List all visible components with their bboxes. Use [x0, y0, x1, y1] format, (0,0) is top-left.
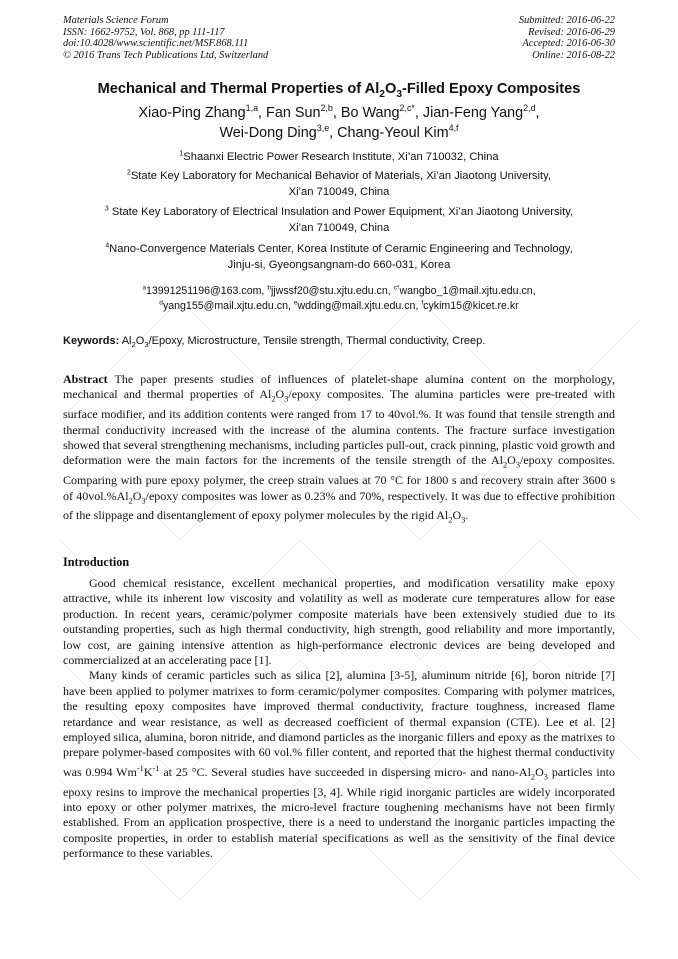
email-list — [55, 284, 623, 314]
affiliation-mark: 1 — [179, 150, 184, 158]
abstract-label: Abstract — [63, 372, 108, 386]
email-mark: e — [293, 299, 298, 307]
affiliation-3 — [55, 205, 623, 236]
affiliation-text: State Key Laboratory for Mechanical Behavior of Materials, Xi’an Jiaotong University, — [130, 170, 551, 182]
author-affiliation-mark: 2,c* — [399, 103, 415, 114]
author-name: Jian-Feng Yang — [422, 105, 524, 121]
journal-name: Materials Science Forum — [63, 15, 169, 26]
accepted-date: Accepted: 2016-06-30 — [522, 38, 615, 50]
email-mark: c* — [393, 284, 400, 292]
journal-info — [63, 15, 268, 61]
author-name: Wei-Dong Ding — [219, 125, 317, 141]
author-name: Bo Wang — [340, 105, 400, 121]
email-address: jjwssf20@stu.xjtu.edu.cn, — [270, 285, 391, 297]
paper-title — [40, 80, 638, 104]
issn-line: ISSN: 1662-9752, Vol. 868, pp 111-117 — [63, 26, 225, 38]
affiliation-text: State Key Laboratory of Electrical Insulation and Power Equipment, Xi’an Jiaotong University, — [108, 206, 574, 218]
submitted-date: Submitted: 2016-06-22 — [518, 15, 615, 26]
affiliation-mark: 4 — [105, 242, 110, 250]
keywords-line — [63, 334, 615, 352]
affiliation-mark: 2 — [126, 169, 131, 177]
author-list: Xiao-Ping Zhang$^{1,a}$, Fan Sun$^{2,b}$, Bo Wang$^{2,c*}$, Jian-Feng Yang$^{2,d}$, Wei-Dong Ding$^{3,e}$, Chang-Yeoul Kim$^{4,f}$ — [138, 103, 540, 141]
introduction-paragraph-2: Many kinds of ceramic particles such as silica [2], alumina [3-5], aluminum nitride [6], boron nitride [7] have been applied to polymer matrixes to form ceramic/polymer composites. Comparing with polymer matrices, the resulting epoxy composites have improved thermal conductivity, fracture toughness, increased flame retardance and wear resistance, as well as decreased coefficient of thermal expansion (CTE). Lee et al. [2] employed silica, alumina, boron nitride, and diamond particles as the inorganic fillers and epoxy as the matrixes to prepare polymer-based composites with 60 vol.% filler content, and reported that the highest thermal conductivity was 0.994 $Wm^{-1}K^{-1}$ at 25 °C. Several studies have succeeded in dispersing micro- and nano-$Al_2O_3$ particles into epoxy resins to improve the mechanical properties [3, 4]. While rigid inorganic particles are widely incorporated into epoxy or other polymer matrixes, the micro-level fracture toughening mechanisms have not been firmly established. From an application prospective, there is a need to understand the inorganic particles impacting the composite properties, in order to establish material specifications as well as the sensitivity of the final device performance to these variables. — [63, 668, 615, 861]
affiliation-text: Jinju-si, Gyeongsangnam-do 660-031, Korea — [227, 258, 451, 271]
email-address: yang155@mail.xjtu.edu.cn, — [162, 300, 291, 312]
affiliation-text: Xi’an 710049, China — [288, 221, 390, 234]
author-affiliation-mark: 4,f — [448, 123, 459, 134]
keywords-text: $Al_2O_3$/Epoxy, Microstructure, Tensile strength, Thermal conductivity, Creep. — [121, 335, 486, 350]
introduction-heading: Introduction — [63, 555, 130, 569]
author-name: Fan Sun — [266, 105, 321, 121]
keywords-label: Keywords: — [63, 335, 120, 347]
title-subscript: 3 — [396, 88, 402, 100]
email-address: wangbo_1@mail.xjtu.edu.cn, — [399, 285, 536, 297]
online-date: Online: 2016-08-22 — [532, 49, 615, 61]
affiliation-text: Shaanxi Electric Power Research Institute, Xi’an 710032, China — [183, 151, 499, 163]
copyright-line: © 2016 Trans Tech Publications Ltd, Switzerland — [63, 49, 269, 61]
email-mark: b — [267, 284, 271, 292]
email-mark: f — [421, 299, 424, 307]
author-affiliation-mark: 1,a — [245, 103, 259, 114]
title-part: -Filled Epoxy Composites — [402, 81, 581, 97]
publication-dates — [519, 15, 615, 61]
affiliation-1 — [55, 150, 623, 166]
author-affiliation-mark: 2,d — [523, 103, 536, 114]
abstract-text: The paper presents studies of influences of platelet-shape alumina content on the morphology, mechanical and thermal properties of $Al_2O_3$/epoxy composites. The alumina particles were pre-treated with surface modifier, and its addition contents were ranged from 17 to 40vol.%. It was found that tensile strength and thermal conductivity increased with the increase of the alumina contents. The fracture surface investigation showed that several strengthening mechanisms, including particles pull-out, crack pinning, plastic void growth and deformation were the main factors for the increments of the tensile strength of the $Al_2O_3$/epoxy composites. Comparing with pure epoxy polymer, the creep strain values at 70 °C for 1800 s and recovery strain after 3600 s of $40vol.\%Al_2O_3$/epoxy composites was lower as 0.23% and 70%, respectively. It was due to effective prohibition of the slippage and disentanglement of epoxy polymer molecules by the rigid $Al_2O_3$. — [63, 372, 615, 525]
affiliation-text: Nano-Convergence Materials Center, Korea Institute of Ceramic Engineering and Technology, — [109, 243, 573, 255]
author-name: Xiao-Ping Zhang — [138, 105, 246, 121]
author-affiliation-mark: 2,b — [320, 103, 333, 114]
title-part: O — [384, 81, 397, 97]
abstract — [63, 372, 615, 528]
email-address: 13991251196@163.com, — [146, 285, 265, 297]
affiliation-4 — [55, 242, 623, 273]
affiliation-mark: 3 — [104, 205, 109, 213]
title-part: Mechanical and Thermal Properties of Al — [97, 81, 380, 97]
email-mark: d — [159, 299, 163, 307]
email-address: cykim15@kicet.re.kr — [423, 300, 519, 312]
author-affiliation-mark: 3,e — [316, 123, 330, 134]
affiliation-2 — [55, 169, 623, 200]
revised-date: Revised: 2016-06-29 — [528, 26, 615, 38]
introduction-paragraph-1: Good chemical resistance, excellent mechanical properties, and modification versatility make epoxy attractive, while its inherent low viscosity and volatility as well as moderate cure temperatures allow for ease production. In recent years, ceramic/polymer composite materials have been extensively studied due to its outstanding properties, such as high thermal conductivity, high strength, good reliability and more importantly, low cost, are gaining intensive attention as high-performance electronic devices are being developed and commercialized at an accelerating pace [1]. — [63, 576, 615, 668]
email-address: wdding@mail.xjtu.edu.cn, — [297, 300, 419, 312]
introduction-body — [63, 576, 615, 862]
title-subscript: 2 — [379, 88, 385, 100]
doi-line: doi:10.4028/www.scientific.net/MSF.868.111 — [63, 38, 249, 50]
author-name: Chang-Yeoul Kim — [337, 125, 449, 141]
email-mark: a — [142, 284, 146, 292]
affiliation-text: Xi’an 710049, China — [288, 185, 390, 198]
